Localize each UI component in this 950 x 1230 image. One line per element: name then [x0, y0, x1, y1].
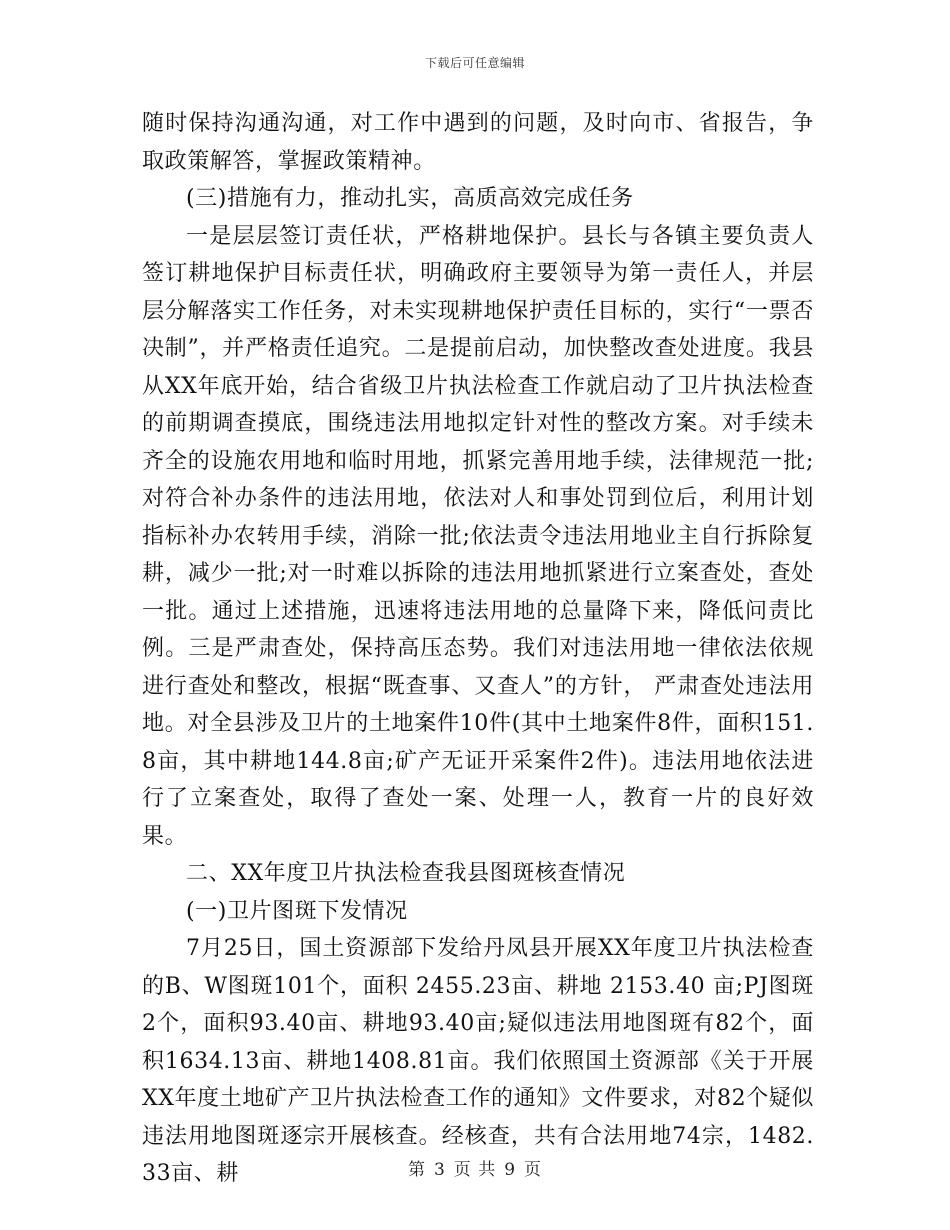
section-heading-verification: 二、XX年度卫片执法检查我县图斑核查情况 — [186, 861, 626, 886]
paragraph-issuance-detail: 7月25日，国土资源部下发给丹凤县开展XX年度卫片执法检查的B、W图斑101个，面积 2455.23亩、耕地 2153.40 亩;PJ图斑2个，面积93.40亩、耕地93.40亩;疑似违法用地图斑有82个，面积1634.13亩、耕地1408.81亩。我们依照国土资源部《关于开展XX年度土地矿产卫片执法检查工作的通知》文件要求，对82个疑似违法用地图斑逐宗开展核查。经核查，共有合法用地74宗，1482.33亩、耕 — [142, 936, 814, 1186]
footer-page-total: 9 — [504, 1160, 517, 1180]
footer-suffix: 页 — [524, 1160, 543, 1180]
paragraph-measures-detail: 一是层层签订责任状，严格耕地保护。县长与各镇主要负责人签订耕地保护目标责任状，明确政府主要领导为第一责任人，并层层分解落实工作任务，对未实现耕地保护责任目标的，实行“一票否决制”，并严格责任追究。二是提前启动，加快整改查处进度。我县从XX年底开始，结合省级卫片执法检查工作就启动了卫片执法检查的前期调查摸底，围绕违法用地拟定针对性的整改方案。对手续未齐全的设施农用地和临时用地，抓紧完善用地手续，法律规范一批;对符合补办条件的违法用地，依法对人和事处罚到位后，利用计划指标补办农转用手续，消除一批;依法责令违法用地业主自行拆除复耕，减少一批;对一时难以拆除的违法用地抓紧进行立案查处，查处一批。通过上述措施，迅速将违法用地的总量降下来，降低问责比例。三是严肃查处，保持高压态势。我们对违法用地一律依法依规进行查处和整改，根据“既查事、又查人”的方针， 严肃查处违法用地。对全县涉及卫片的土地案件10件(其中土地案件8件，面积151.8亩，其中耕地144.8亩;矿产无证开采案件2件)。违法用地依法进行了立案查处，取得了查处一案、处理一人，教育一片的良好效果。 — [142, 223, 814, 849]
section-heading-measures: (三)措施有力，推动扎实，高质高效完成任务 — [186, 186, 634, 211]
footer-prefix: 第 — [407, 1160, 426, 1180]
footer-mid: 页 共 — [453, 1160, 497, 1180]
footer-page-number: 3 — [433, 1160, 446, 1180]
paragraph-continuation: 随时保持沟通沟通，对工作中遇到的问题，及时向市、省报告，争取政策解答，掌握政策精神。 — [142, 111, 814, 174]
subsection-heading-issuance: (一)卫片图斑下发情况 — [186, 898, 408, 924]
document-body — [142, 105, 814, 1193]
header-note: 下载后可任意编辑 — [424, 56, 525, 70]
page-footer — [0, 1155, 950, 1180]
